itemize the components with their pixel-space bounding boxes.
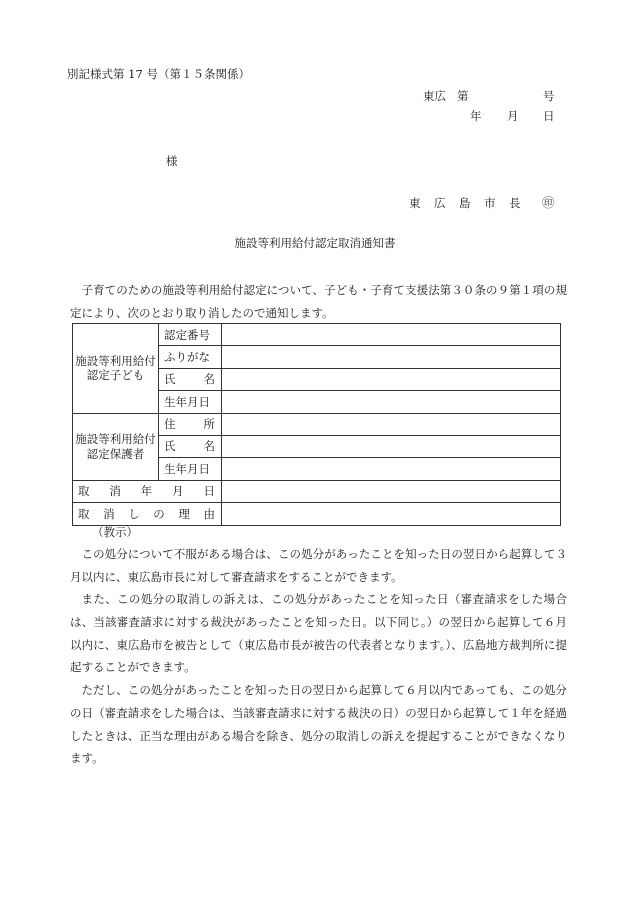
notice-paragraph-2: また、この処分の取消しの訴えは、この処分があったことを知った日（審査請求をした場合は、当該審査請求に対する裁決があったことを知った日。以下同じ。）の翌日から起算して６月以内に、東広島市を被告として（東広島市長が被告の代表者となります。）、広島地方裁判所に提起することができます。 [70,592,567,675]
document-title: 施設等利用給付認定取消通知書 [234,236,396,250]
guardian-name-label [159,435,222,457]
cert-number-label: 認定番号 [159,324,222,346]
form-label: 別記様式第 17 号（第１５条関係） [67,67,250,81]
issuer-char: 広 [434,196,446,210]
guardian-address-value[interactable] [222,413,561,435]
notice-heading: （教示） [92,525,138,539]
label-char: 年 [140,484,153,499]
child-furigana-value[interactable] [222,346,561,368]
label-char: 日 [203,484,215,499]
recipient-honorific: 様 [166,154,178,168]
label-char: 取 [78,506,90,521]
issuer-char: 島 [459,196,471,210]
child-birth-value[interactable] [222,391,561,413]
label-char: 名 [203,439,215,454]
issuer-char: 長 [509,196,521,210]
info-table [72,323,561,526]
child-birth-label: 生年月日 [159,391,222,413]
issuer-char: 市 [484,196,496,210]
label-char: 所 [203,417,215,432]
label-char: 氏 [164,372,176,387]
guardian-address-label [159,413,222,435]
date-year: 年 [470,109,482,123]
label-char: 名 [203,372,215,387]
notice-paragraph-1: この処分について不服がある場合は、この処分があったことを知った日の翌日から起算して３月以内に、東広島市長に対して審査請求をすることができます。 [70,547,567,584]
guardian-birth-label: 生年月日 [159,458,222,480]
guardian-name-value[interactable] [222,435,561,457]
cancel-reason-label [73,503,222,525]
doc-number-prefix: 東広 [423,89,446,103]
table-row [73,413,561,435]
child-furigana-label: ふりがな [159,346,222,368]
issuer-char: 東 [409,196,421,210]
table-row [73,503,561,525]
label-char: 取 [78,484,90,499]
intro-paragraph: 子育てのための施設等利用給付認定について、子ども・子育て支援法第３０条の９第１項の規定により、次のとおり取り消したので通知します。 [70,283,567,320]
child-group-label: 施設等利用給付認定子ども [73,324,159,414]
label-char: 消 [109,484,121,499]
doc-number-go: 号 [543,89,555,103]
table-row [73,324,561,346]
label-char: 理 [178,506,190,521]
label-char: 消 [103,506,115,521]
guardian-birth-value[interactable] [222,458,561,480]
label-char: 由 [203,506,215,521]
guardian-group-label: 施設等利用給付認定保護者 [73,413,159,480]
label-char: の [153,506,165,521]
seal-mark: ㊞ [542,195,555,210]
doc-number-dai: 第 [457,89,469,103]
child-name-value[interactable] [222,368,561,390]
date-day: 日 [543,109,555,123]
date-month: 月 [507,109,519,123]
child-name-label [159,368,222,390]
label-char: 月 [172,484,184,499]
notice-paragraph-3: ただし、この処分があったことを知った日の翌日から起算して６月以内であっても、この処分の日（審査請求をした場合は、当該審査請求に対する裁決の日）の翌日から起算して１年を経過したときは、正当な理由がある場合を除き、処分の取消しの訴えを提起することができなくなります。 [70,683,567,766]
label-char: 氏 [164,439,176,454]
label-char: し [128,506,140,521]
label-char: 住 [164,417,176,432]
table-row [73,480,561,502]
cancel-reason-value[interactable] [222,503,561,525]
cancel-date-label [73,480,222,502]
cert-number-value[interactable] [222,324,561,346]
cancel-date-value[interactable] [222,480,561,502]
